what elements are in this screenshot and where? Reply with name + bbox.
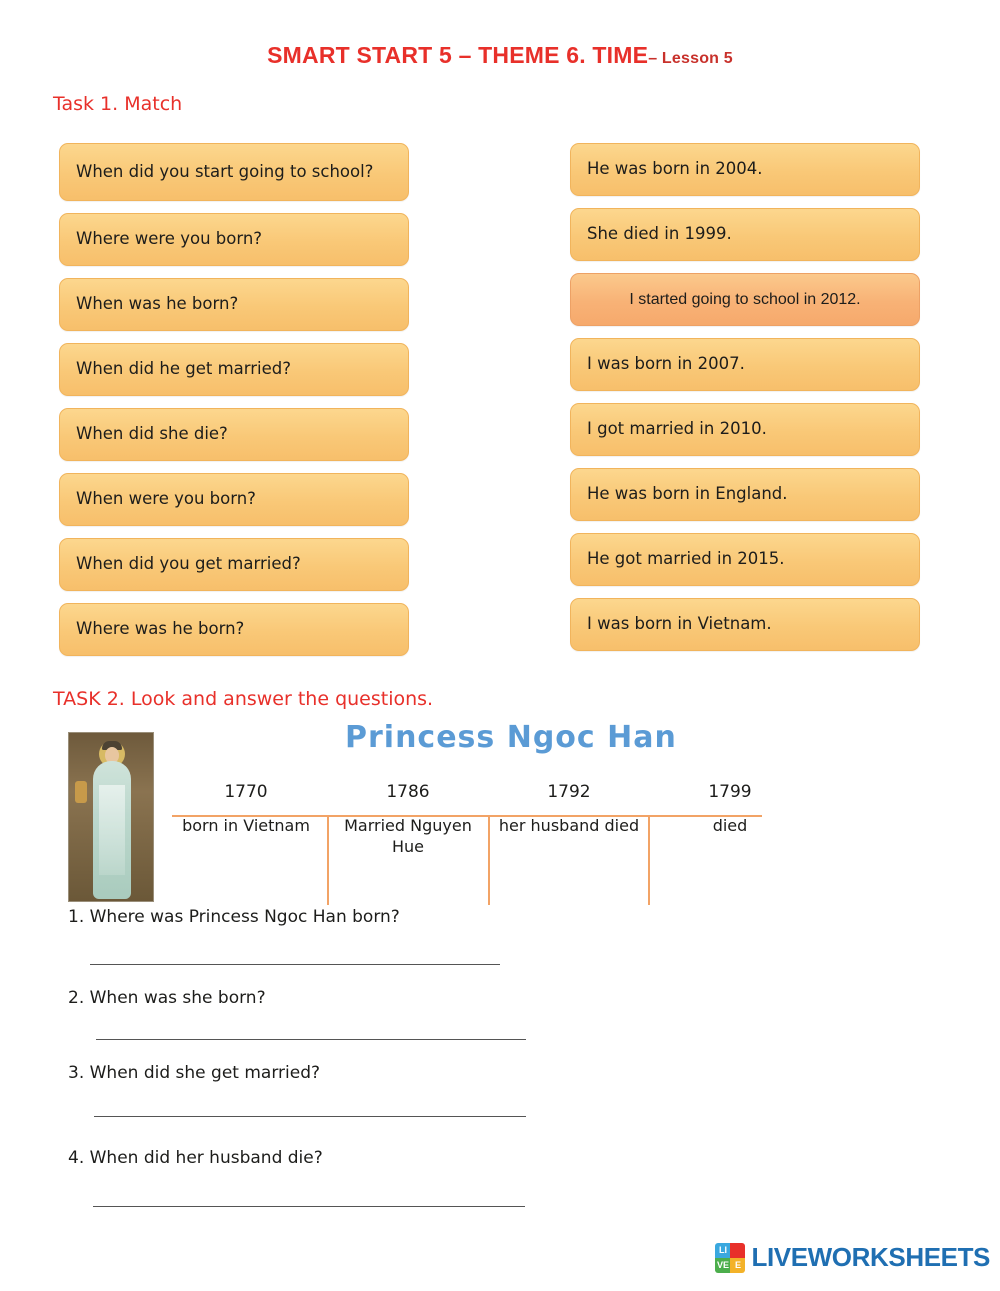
timeline: [172, 782, 952, 907]
logo-square-ve: VE: [715, 1258, 730, 1273]
timeline-entry: [650, 782, 810, 837]
portrait-sash: [99, 785, 125, 875]
match-item-right[interactable]: He was born in 2004.: [570, 143, 920, 196]
subject-title: Princess Ngoc Han: [345, 720, 677, 755]
question-2: 2. When was she born?: [68, 988, 266, 1008]
task1-heading: Task 1. Match: [53, 93, 183, 115]
timeline-event: her husband died: [498, 816, 640, 835]
logo-square-blank: [730, 1243, 745, 1258]
task2-heading: TASK 2. Look and answer the questions.: [53, 688, 434, 710]
timeline-year: 1792: [547, 782, 591, 802]
timeline-year: 1786: [386, 782, 430, 802]
answer-line-2[interactable]: [96, 1039, 526, 1040]
princess-portrait-image: [68, 732, 154, 902]
answer-line-3[interactable]: [94, 1116, 526, 1117]
match-item-left[interactable]: When were you born?: [59, 473, 409, 526]
match-item-right[interactable]: She died in 1999.: [570, 208, 920, 261]
timeline-event: Married Nguyen Hue: [344, 816, 472, 856]
match-item-left[interactable]: When was he born?: [59, 278, 409, 331]
answer-line-1[interactable]: [90, 964, 500, 965]
match-item-left[interactable]: When did you start going to school?: [59, 143, 409, 201]
match-item-right[interactable]: I got married in 2010.: [570, 403, 920, 456]
timeline-year: 1799: [708, 782, 752, 802]
page-title-sub: – Lesson 5: [648, 50, 733, 67]
logo-square-e: E: [730, 1258, 745, 1273]
match-item-right[interactable]: I was born in 2007.: [570, 338, 920, 391]
timeline-year: 1770: [224, 782, 268, 802]
match-item-left[interactable]: When did he get married?: [59, 343, 409, 396]
timeline-event: died: [712, 816, 748, 835]
question-1: 1. Where was Princess Ngoc Han born?: [68, 907, 400, 927]
page-title-main: SMART START 5 – THEME 6. TIME: [267, 42, 649, 68]
liveworksheets-logo[interactable]: [715, 1242, 990, 1273]
match-column-left: [59, 143, 409, 668]
match-item-right-selected[interactable]: I started going to school in 2012.: [570, 273, 920, 326]
match-item-left[interactable]: When did you get married?: [59, 538, 409, 591]
match-item-right[interactable]: He was born in England.: [570, 468, 920, 521]
match-item-left[interactable]: Where was he born?: [59, 603, 409, 656]
timeline-entry: [328, 782, 488, 858]
question-4: 4. When did her husband die?: [68, 1148, 323, 1168]
logo-square-li: LI: [715, 1243, 730, 1258]
timeline-entry: [489, 782, 649, 837]
timeline-entry: [166, 782, 326, 837]
match-item-right[interactable]: I was born in Vietnam.: [570, 598, 920, 651]
liveworksheets-wordmark: LIVEWORKSHEETS: [751, 1242, 990, 1272]
page-title: [0, 42, 1000, 69]
match-item-left[interactable]: Where were you born?: [59, 213, 409, 266]
question-3: 3. When did she get married?: [68, 1063, 321, 1083]
match-item-left[interactable]: When did she die?: [59, 408, 409, 461]
timeline-event: born in Vietnam: [182, 816, 310, 835]
portrait-lamp: [75, 781, 87, 803]
match-column-right: [570, 143, 920, 663]
liveworksheets-logo-icon: [715, 1243, 745, 1273]
answer-line-4[interactable]: [93, 1206, 525, 1207]
match-item-right[interactable]: He got married in 2015.: [570, 533, 920, 586]
